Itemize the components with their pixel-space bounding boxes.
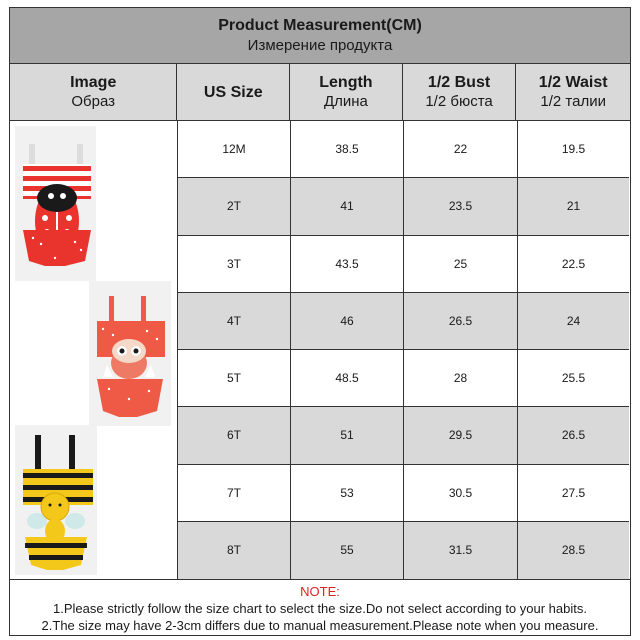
ladybug-swimsuit-icon xyxy=(15,126,96,281)
chart-title: Product Measurement(CM) xyxy=(218,16,422,34)
cell-size: 5T xyxy=(178,350,291,406)
cell-length: 43.5 xyxy=(291,236,404,292)
cell-waist: 21 xyxy=(566,199,581,214)
cell-size: 4T xyxy=(178,293,291,349)
cell-bust: 23.5 xyxy=(404,178,518,234)
cell-size: 8T xyxy=(178,522,291,579)
table-row xyxy=(178,350,629,407)
chart-subtitle: Измерение продукта xyxy=(247,36,393,54)
cell-length: 41 xyxy=(291,178,404,234)
cell-length: 48.5 xyxy=(291,350,404,406)
cell-size: 6T xyxy=(178,407,291,463)
header-label-ru: Образ xyxy=(71,93,116,110)
owl-swimsuit-icon xyxy=(89,281,171,426)
header-row xyxy=(10,64,630,121)
cell-waist: 24 xyxy=(566,313,581,328)
cell-bust: 25 xyxy=(404,236,518,292)
cell-waist: 19.5 xyxy=(561,142,586,157)
header-label: Length xyxy=(319,74,373,91)
cell-waist: 27.5 xyxy=(561,485,586,500)
cell-bust: 26.5 xyxy=(404,293,518,349)
cell-length: 55 xyxy=(291,522,404,579)
ladybug-swimsuit-image xyxy=(15,126,96,281)
title-row xyxy=(10,8,630,64)
header-label-ru: Длина xyxy=(323,93,368,110)
cell-bust: 30.5 xyxy=(404,465,518,521)
header-label: 1/2 Waist xyxy=(538,74,608,91)
cell-waist: 26.5 xyxy=(561,428,586,443)
note-line-2: 2.The size may have 2-3cm differs due to manual measurement.Please note when you measure. xyxy=(41,618,599,633)
header-waist xyxy=(516,64,630,120)
cell-size: 2T xyxy=(178,178,291,234)
owl-swimsuit-image xyxy=(89,281,171,426)
header-label: US Size xyxy=(203,83,263,101)
table-row xyxy=(178,465,629,522)
cell-waist: 28.5 xyxy=(561,543,586,558)
header-label: Image xyxy=(70,74,117,91)
cell-length: 46 xyxy=(291,293,404,349)
table-row xyxy=(178,121,629,178)
cell-size: 12M xyxy=(178,121,291,177)
note-title: NOTE: xyxy=(300,584,340,599)
cell-length: 38.5 xyxy=(291,121,404,177)
header-bust xyxy=(403,64,517,120)
table-row xyxy=(178,407,629,464)
header-us-size xyxy=(177,64,290,120)
cell-length: 51 xyxy=(291,407,404,463)
cell-size: 7T xyxy=(178,465,291,521)
image-column xyxy=(10,121,178,579)
header-label-ru: 1/2 талии xyxy=(540,93,606,110)
header-label-ru: 1/2 бюста xyxy=(425,93,493,110)
cell-size: 3T xyxy=(178,236,291,292)
size-chart xyxy=(9,7,631,636)
header-image xyxy=(10,64,177,120)
size-rows xyxy=(178,121,629,579)
cell-waist: 22.5 xyxy=(561,256,586,271)
bee-swimsuit-icon xyxy=(15,425,97,575)
cell-bust: 22 xyxy=(404,121,518,177)
cell-bust: 31.5 xyxy=(404,522,518,579)
cell-bust: 29.5 xyxy=(404,407,518,463)
bee-swimsuit-image xyxy=(15,425,97,575)
header-length xyxy=(290,64,403,120)
cell-waist: 25.5 xyxy=(561,371,586,386)
header-label: 1/2 Bust xyxy=(427,74,491,91)
note-section xyxy=(10,579,630,634)
table-row xyxy=(178,178,629,235)
table-row xyxy=(178,236,629,293)
table-body xyxy=(10,121,630,579)
table-row xyxy=(178,522,629,579)
table-row xyxy=(178,293,629,350)
note-line-1: 1.Please strictly follow the size chart to select the size.Do not select according to your habits. xyxy=(53,601,587,616)
cell-bust: 28 xyxy=(404,350,518,406)
cell-length: 53 xyxy=(291,465,404,521)
